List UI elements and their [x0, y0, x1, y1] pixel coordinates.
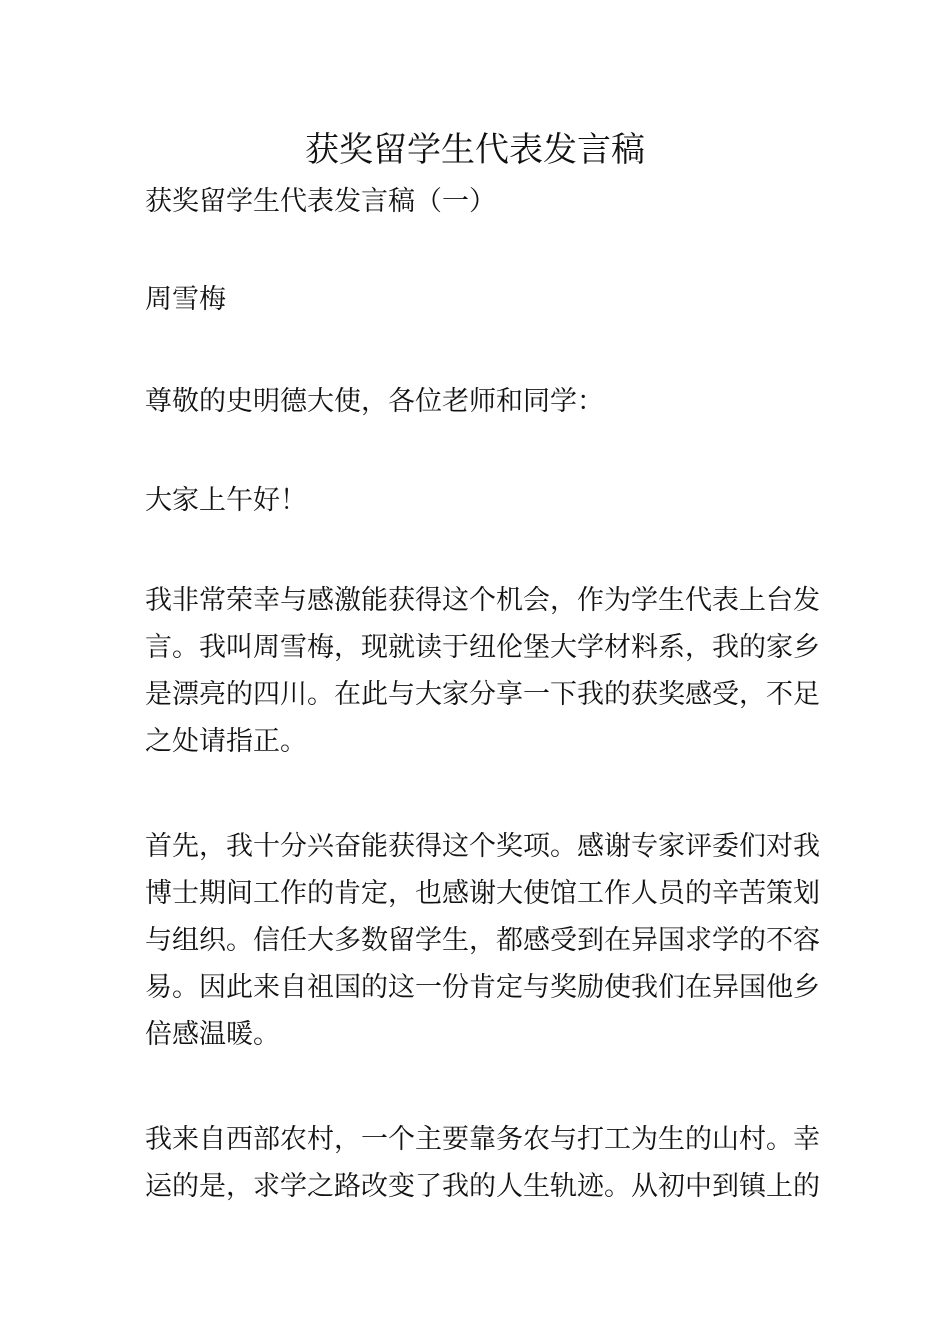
paragraph-line: 博士期间工作的肯定，也感谢大使馆工作人员的辛苦策划 [145, 878, 820, 909]
paragraph-line: 与组织。信任大多数留学生，都感受到在异国求学的不容 [145, 925, 820, 956]
author-name: 周雪梅 [145, 284, 226, 315]
greeting: 大家上午好！ [145, 485, 307, 516]
paragraph-line: 我非常荣幸与感激能获得这个机会，作为学生代表上台发 [145, 585, 820, 616]
document-title: 获奖留学生代表发言稿 [305, 130, 645, 170]
paragraph-line: 我来自西部农村，一个主要靠务农与打工为生的山村。幸 [145, 1124, 820, 1155]
paragraph-line: 倍感温暖。 [145, 1019, 280, 1050]
paragraph-line: 易。因此来自祖国的这一份肯定与奖励使我们在异国他乡 [145, 972, 820, 1003]
paragraph-line: 是漂亮的四川。在此与大家分享一下我的获奖感受，不足 [145, 679, 820, 710]
salutation: 尊敬的史明德大使，各位老师和同学： [145, 386, 604, 417]
document-subtitle: 获奖留学生代表发言稿（一） [145, 186, 496, 217]
paragraph-line: 运的是，求学之路改变了我的人生轨迹。从初中到镇上的 [145, 1171, 820, 1202]
paragraph-line: 言。我叫周雪梅，现就读于纽伦堡大学材料系，我的家乡 [145, 632, 820, 663]
paragraph-line: 之处请指正。 [145, 726, 307, 757]
paragraph-line: 首先，我十分兴奋能获得这个奖项。感谢专家评委们对我 [145, 831, 820, 862]
